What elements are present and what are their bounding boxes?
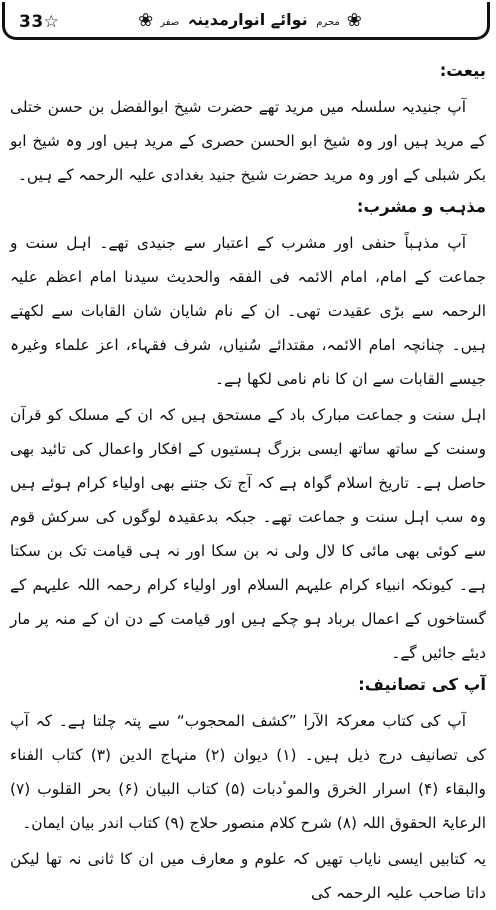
running-title: ❀محرم نوائے انوارمدینہ صفر❀	[138, 10, 362, 31]
paragraph: آپ مذہباً حنفی اور مشرب کے اعتبار سے جنیدی تھے۔ اہل سنت و جماعت کے امام، امام الائمہ فی الفقہ والحدیث سیدنا امام اعظم علیہ الرحمہ سے بڑی عقیدت تھی۔ ان کے نام شایان شان القابات سے لکھتے ہیں۔ چنانچہ امام الائمہ، مقتدائے سُنیاں، شرف فقہاء، اعز علماء وغیرہ جیسے القابات سے ان کا نام نامی لکھا ہے۔	[10, 234, 486, 388]
page-number: 33☆	[19, 12, 60, 32]
paragraph: یہ کتابیں ایسی نایاب تھیں کہ علوم و معارف میں ان کا ثانی نہ تھا لیکن داتا صاحب علیہ الرحمہ کی	[10, 850, 486, 902]
section-heading: مذہب و مشرب:	[356, 197, 486, 216]
paragraph: آپ جنیدیہ سلسلہ میں مرید تھے حضرت شیخ ابوالفضل بن حسن ختلی کے مرید ہیں اور وہ شیخ ابو الحسن حصری کے مرید ہیں اور وہ شیخ ابو بکر شبلی کے اور وہ مرید حضرت شیخ جنید بغدادی علیہ الرحمہ کے ہیں۔	[10, 98, 486, 184]
page-body	[10, 58, 486, 904]
page-header	[2, 2, 490, 40]
paragraph: آپ کی کتاب معرکۃ الآرا ”کشف المحجوب“ سے پتہ چلتا ہے۔ کہ آپ کی تصانیف درج ذیل ہیں۔ (۱) دیوان (۲) منہاج الدین (۳) کتاب الفناء والبقاء (۴) اسرار الخرق والموٴدبات (۵) کتاب البیان (۶) بحر القلوب (۷) الرعایۃ الحقوق اللہ (۸) شرح کلام منصور حلاج (۹) کتاب اندر بیان ایمان۔	[10, 712, 486, 832]
section-heading: بیعت:	[439, 61, 486, 80]
book-title: نوائے انوارمدینہ	[187, 10, 308, 29]
paragraph: اہل سنت و جماعت مبارک باد کے مستحق ہیں کہ ان کے مسلک کو قرآن وسنت کے ساتھ ساتھ ایسی بزرگ ہستیوں کے افکار واعمال کی تائید بھی حاصل ہے۔ تاریخ اسلام گواہ ہے کہ آج تک جتنے بھی اولیاء کرام ہوئے ہیں وہ سب اہل سنت و جماعت تھے۔ جبکہ بدعقیدہ لوگوں کی سرکش قوم سے کوئی بھی مائی کا لال ولی نہ بن سکا اور نہ ہی قیامت تک بن سکتا ہے۔ کیونکہ انبیاء کرام علیہم السلام اور اولیاء کرام رحمہ اللہ علیہم کے گستاخوں کے اعمال برباد ہو چکے ہیں اور قیامت کے دن ان کے منہ پر مار دیئے جائیں گے۔	[10, 406, 486, 662]
flower-ornament-icon: ❀	[138, 10, 154, 31]
section-heading: آپ کی تصانیف:	[358, 675, 486, 694]
flower-ornament-icon: ❀	[346, 10, 362, 31]
